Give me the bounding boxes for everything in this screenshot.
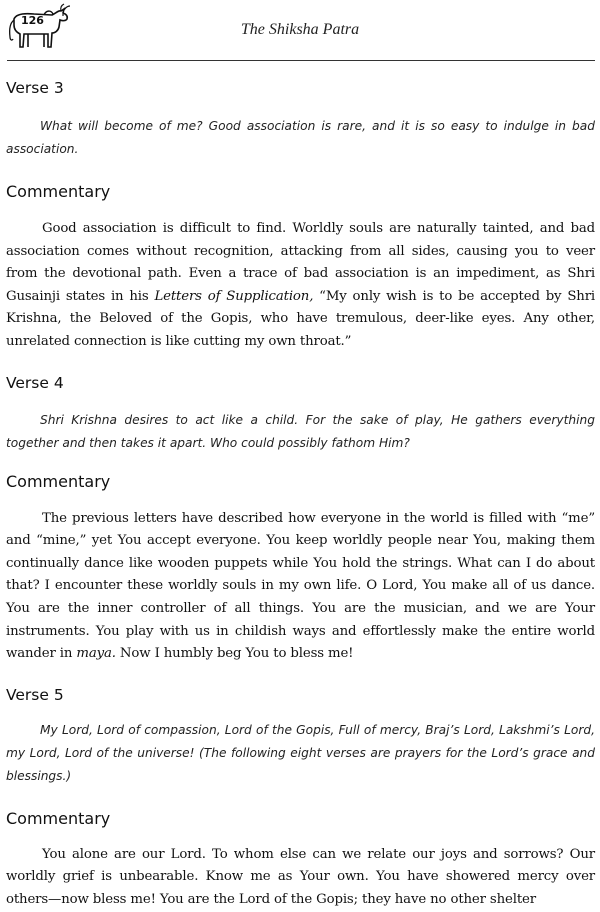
page-header — [0, 0, 600, 62]
verse-3-heading: Verse 3 — [6, 79, 64, 97]
verse-5-heading: Verse 5 — [6, 685, 64, 704]
page-body — [6, 77, 595, 912]
commentary-4-heading: Commentary — [6, 471, 111, 491]
commentary-4-part1: The previous letters have described how everyone in the world is filled with “me” and “mine,” yet You accept everyone. You keep worldly people near You, making them continually dance like wooden puppets while You hold the strings. What can I do about that? I encounter these worldly souls in my own life. O Lord, You make all of us dance. You are the inner controller of all things. You are the musician, and we are Your instruments. You play with us in childish ways and effortlessly make the entire world wander in — [6, 510, 595, 662]
commentary-3-text — [6, 218, 595, 354]
verse-4-text: Shri Krishna desires to act like a child. For the sake of play, He gathers everything together and then takes it apart. Who could possibly fathom Him? — [6, 412, 595, 450]
commentary-3-part1: Good association is difficult to find. Worldly souls are naturally tainted, and bad association comes without recognition, attacking from all sides, causing you to veer from the devotional path. Even a trace of bad association is an impediment, as Shri Gusainji states in his — [6, 221, 595, 304]
verse-5-text: My Lord, Lord of compassion, Lord of the Gopis, Full of mercy, Braj’s Lord, Lakshmi’s Lord, my Lord, Lord of the universe! (The following eight verses are prayers for the Lord’s grace and blessings.) — [6, 722, 595, 783]
commentary-4-italic: maya. — [76, 646, 116, 662]
commentary-3-italic: Letters of Supplication, — [154, 288, 314, 304]
commentary-4-text — [6, 508, 595, 666]
commentary-5-heading: Commentary — [6, 808, 111, 828]
header-rule — [7, 60, 595, 61]
commentary-4-part2: Now I humbly beg You to bless me! — [115, 646, 354, 662]
verse-3-text: What will become of me? Good association is rare, and it is so easy to indulge in bad association. — [6, 119, 595, 156]
running-title: The Shiksha Patra — [240, 21, 360, 38]
commentary-3-part2: “My only wish is to be accepted by Shri Krishna, the Beloved of the Gopis, who have tremulous, deer-like eyes. Any other, unrelated connection is like cutting my own throat.” — [6, 288, 595, 349]
page-number: 126 — [21, 14, 44, 27]
commentary-5-text: You alone are our Lord. To whom else can we relate our joys and sorrows? Our worldly grief is unbearable. Know me as Your own. You have showered mercy over others—now bless me! You are the Lord of the Gopis; they have no other shelter — [6, 846, 595, 907]
verse-4-heading: Verse 4 — [6, 373, 64, 392]
commentary-3-heading: Commentary — [6, 182, 111, 201]
